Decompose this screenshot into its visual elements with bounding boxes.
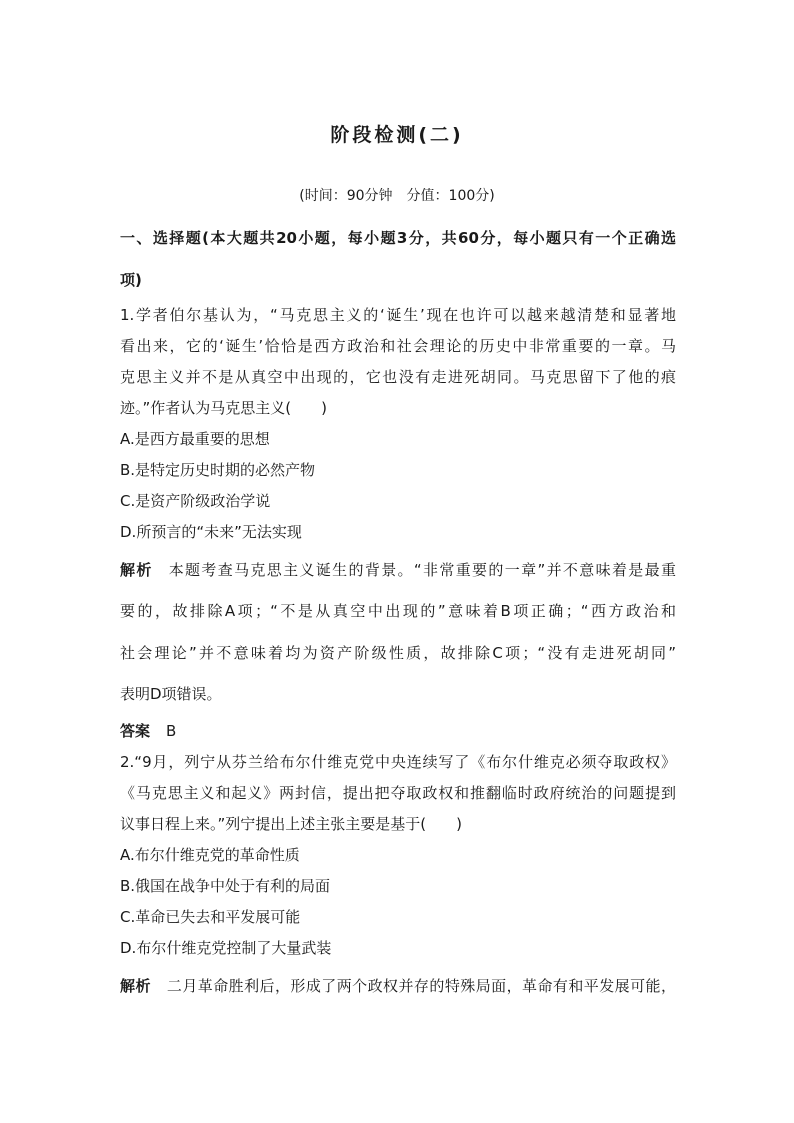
q1-analysis-line-1 (120, 560, 676, 580)
q2-analysis-line-1 (120, 976, 676, 996)
q1-analysis-label: 解析 (120, 561, 153, 579)
q1-analysis-line-3: 社会理论”并不意味着均为资产阶级性质，故排除C项；“没有走进死胡同” (120, 644, 676, 662)
q1-option-a: A.是西方最重要的思想 (120, 430, 270, 448)
q2-option-d: D.布尔什维克党控制了大量武装 (120, 939, 332, 957)
q2-option-c: C.革命已失去和平发展可能 (120, 908, 301, 926)
q1-analysis-line-4: 表明D项错误。 (120, 685, 222, 703)
q1-option-c: C.是资产阶级政治学说 (120, 492, 271, 510)
q1-stem-line-3: 克思主义并不是从真空中出现的，它也没有走进死胡同。马克思留下了他的痕 (120, 368, 676, 386)
q1-analysis-text-1: 本题考查马克思主义诞生的背景。“非常重要的一章”并不意味着是最重 (168, 561, 676, 579)
q2-stem-line-3: 议事日程上来。”列宁提出上述主张主要是基于( ) (120, 815, 462, 833)
exam-meta: (时间：90分钟 分值：100分) (299, 188, 495, 204)
q1-stem-line-2: 看出来，它的‘诞生’恰恰是西方政治和社会理论的历史中非常重要的一章。马 (120, 337, 676, 355)
q2-stem-line-2: 《马克思主义和起义》两封信，提出把夺取政权和推翻临时政府统治的问题提到 (120, 784, 676, 802)
q2-stem-line-1: 2.“9月，列宁从芬兰给布尔什维克党中央连续写了《布尔什维克必须夺取政权》 (120, 753, 676, 771)
q1-option-b: B.是特定历史时期的必然产物 (120, 461, 316, 479)
page-title: 阶段检测(二) (330, 124, 464, 146)
q2-analysis-text-1: 二月革命胜利后，形成了两个政权并存的特殊局面，革命有和平发展可能， (166, 977, 676, 995)
q1-option-d: D.所预言的“未来”无法实现 (120, 523, 302, 541)
section-heading-line-1: 一、选择题(本大题共20小题，每小题3分，共60分，每小题只有一个正确选 (120, 229, 676, 247)
q1-stem-line-4: 迹。”作者认为马克思主义( ) (120, 399, 327, 417)
q1-stem-line-1: 1.学者伯尔基认为，“马克思主义的‘诞生’现在也许可以越来越清楚和显著地 (120, 306, 676, 324)
section-heading-line-2: 项) (120, 271, 142, 289)
q1-answer-line (120, 721, 176, 741)
q2-option-a: A.布尔什维克党的革命性质 (120, 846, 300, 864)
q1-answer-label: 答案 (120, 722, 151, 740)
q2-option-b: B.俄国在战争中处于有利的局面 (120, 877, 331, 895)
q2-analysis-label: 解析 (120, 977, 151, 995)
q1-analysis-line-2: 要的，故排除A项；“不是从真空中出现的”意味着B项正确；“西方政治和 (120, 602, 676, 620)
q1-answer-value: B (166, 722, 177, 740)
